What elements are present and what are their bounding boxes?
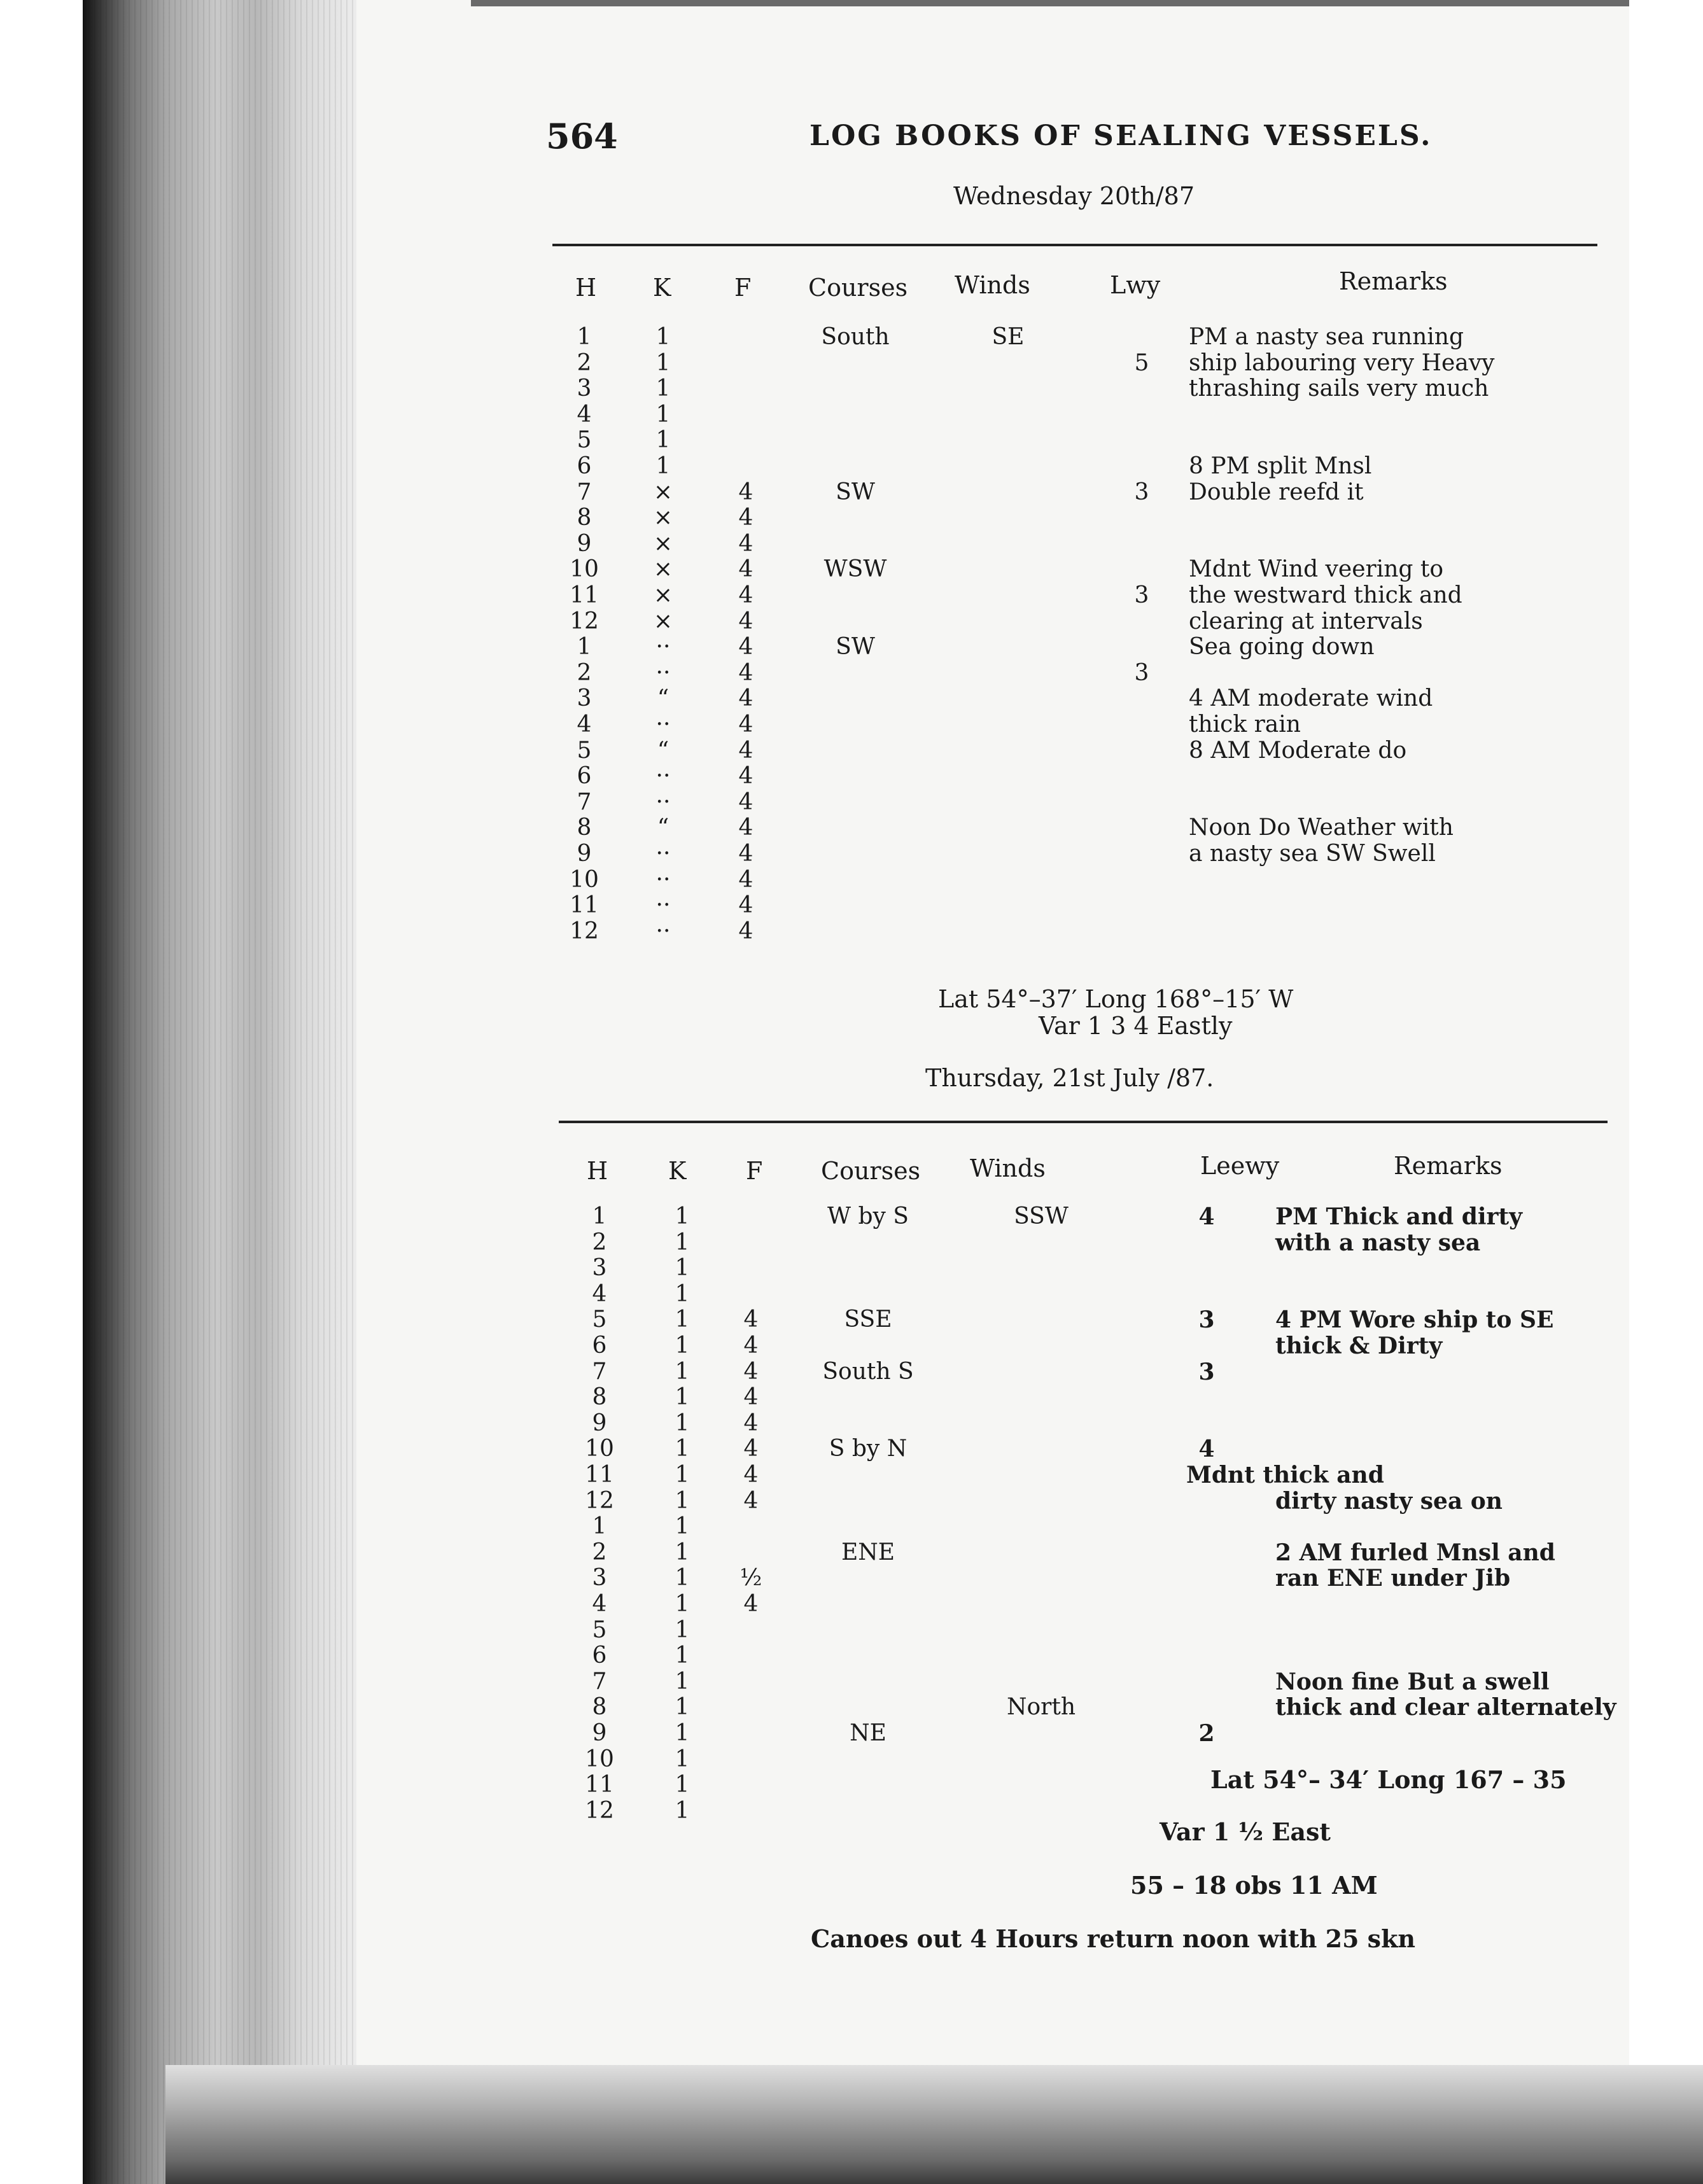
knots-cell: ×	[653, 556, 673, 583]
fathoms-cell: 4	[738, 711, 753, 738]
day1-header-leeway: Lwy	[1110, 271, 1161, 299]
fathoms-cell: 4	[738, 582, 753, 608]
day1-header-winds: Winds	[955, 271, 1030, 299]
knots-cell: 1	[675, 1513, 690, 1540]
fathoms-cell: 4	[743, 1410, 759, 1436]
hour-cell: 6	[592, 1333, 607, 1359]
hour-cell: 4	[592, 1280, 607, 1307]
fathoms-cell: 4	[738, 815, 753, 841]
knots-cell: ··	[655, 763, 671, 790]
day2-variation: Var 1 ½ East	[1160, 1817, 1331, 1846]
knots-cell: 1	[675, 1462, 690, 1488]
wind-cell: North	[1006, 1694, 1076, 1721]
remark-line: PM a nasty sea running	[1189, 324, 1464, 350]
knots-cell: 1	[675, 1772, 690, 1798]
leeway-cell: 3	[1134, 582, 1149, 608]
knots-cell: “	[657, 737, 669, 764]
remark-line: 4 AM moderate wind	[1189, 685, 1433, 712]
knots-cell: 1	[675, 1203, 690, 1229]
course-cell: SW	[836, 634, 875, 661]
running-header: LOG BOOKS OF SEALING VESSELS.	[809, 120, 1433, 152]
knots-cell: ··	[655, 788, 671, 815]
hour-cell: 4	[577, 401, 592, 428]
knots-cell: ×	[653, 530, 673, 557]
remark-line: dirty nasty sea on	[1275, 1487, 1503, 1515]
hour-cell: 9	[577, 530, 592, 557]
remark-line: 2 AM furled Mnsl and	[1275, 1539, 1555, 1566]
leeway-cell: 5	[1134, 349, 1149, 376]
fathoms-cell: 4	[738, 530, 753, 557]
knots-cell: ×	[653, 608, 673, 634]
fathoms-cell: 4	[738, 685, 753, 712]
hour-cell: 5	[577, 737, 592, 764]
hour-cell: 4	[592, 1591, 607, 1617]
wind-cell: SSW	[1014, 1203, 1069, 1229]
remark-line: clearing at intervals	[1189, 608, 1423, 634]
knots-cell: ··	[655, 892, 671, 919]
fathoms-cell: 4	[743, 1358, 759, 1385]
knots-cell: 1	[675, 1436, 690, 1462]
day1-header-h: H	[575, 274, 597, 302]
fathoms-cell: 4	[738, 918, 753, 944]
hour-cell: 8	[592, 1694, 607, 1721]
fathoms-cell: 4	[738, 763, 753, 790]
leeway-cell: 3	[1198, 1306, 1215, 1334]
course-cell: SW	[836, 479, 875, 505]
course-cell: ENE	[841, 1539, 895, 1565]
hour-cell: 3	[577, 375, 592, 402]
knots-cell: 1	[655, 324, 671, 350]
remark-line: thrashing sails very much	[1189, 375, 1489, 402]
remark-line: Sea going down	[1189, 634, 1375, 661]
day2-date: Thursday, 21st July /87.	[925, 1064, 1214, 1092]
leeway-cell: 3	[1198, 1358, 1215, 1385]
fathoms-cell: 4	[738, 841, 753, 867]
day2-observation: 55 – 18 obs 11 AM	[1130, 1871, 1378, 1900]
hour-cell: 8	[592, 1384, 607, 1411]
fathoms-cell: 4	[738, 737, 753, 764]
fathoms-cell: 4	[738, 634, 753, 661]
hour-cell: 2	[577, 659, 592, 686]
remark-line: 8 PM split Mnsl	[1189, 453, 1372, 479]
knots-cell: ··	[655, 711, 671, 738]
knots-cell: 1	[675, 1255, 690, 1282]
remark-line: Mdnt Wind veering to	[1189, 556, 1444, 583]
course-cell: South	[821, 324, 890, 350]
day2-header-f: F	[746, 1157, 763, 1185]
hour-cell: 3	[592, 1565, 607, 1592]
fathoms-cell: 4	[738, 866, 753, 893]
hour-cell: 12	[585, 1797, 614, 1824]
knots-cell: 1	[655, 349, 671, 376]
knots-cell: 1	[675, 1358, 690, 1385]
hour-cell: 5	[577, 427, 592, 454]
remark-line: Double reefd it	[1189, 479, 1364, 505]
knots-cell: 1	[675, 1797, 690, 1824]
hour-cell: 9	[577, 841, 592, 867]
hour-cell: 3	[577, 685, 592, 712]
knots-cell: ×	[653, 479, 673, 505]
knots-cell: ··	[655, 634, 671, 661]
hour-cell: 11	[570, 582, 599, 608]
leeway-cell: 4	[1198, 1436, 1215, 1463]
knots-cell: 1	[675, 1280, 690, 1307]
hour-cell: 6	[577, 763, 592, 790]
hour-cell: 2	[592, 1539, 607, 1565]
day1-header-remarks: Remarks	[1339, 267, 1448, 295]
fathoms-cell: 4	[743, 1462, 759, 1488]
course-cell: NE	[850, 1720, 887, 1746]
knots-cell: 1	[675, 1539, 690, 1565]
remark-line: PM Thick and dirty	[1275, 1203, 1523, 1230]
fathoms-cell: 4	[738, 608, 753, 634]
fathoms-cell: 4	[738, 505, 753, 531]
fathoms-cell: 4	[738, 556, 753, 583]
knots-cell: 1	[675, 1642, 690, 1669]
day2-header-remarks: Remarks	[1394, 1152, 1503, 1180]
hour-cell: 10	[570, 556, 599, 583]
remark-line: a nasty sea SW Swell	[1189, 841, 1436, 867]
book-bottom-edge	[165, 2065, 1703, 2184]
knots-cell: 1	[675, 1306, 690, 1333]
fathoms-cell: 4	[743, 1384, 759, 1411]
hour-cell: 5	[592, 1616, 607, 1643]
day2-position: Lat 54°– 34′ Long 167 – 35	[1210, 1765, 1567, 1794]
hour-cell: 10	[570, 866, 599, 893]
hour-cell: 4	[577, 711, 592, 738]
leeway-cell: 2	[1198, 1720, 1215, 1747]
fathoms-cell: 4	[738, 659, 753, 686]
day1-header-courses: Courses	[808, 274, 908, 302]
day1-variation: Var 1 3 4 Eastly	[1039, 1012, 1233, 1040]
hour-cell: 11	[585, 1772, 614, 1798]
day1-header-f: F	[734, 274, 752, 302]
hour-cell: 7	[592, 1358, 607, 1385]
course-cell: South S	[822, 1358, 914, 1385]
day1-date: Wednesday 20th/87	[953, 182, 1195, 210]
knots-cell: 1	[675, 1746, 690, 1772]
fathoms-cell: 4	[738, 788, 753, 815]
knots-cell: 1	[675, 1487, 690, 1514]
top-strip	[471, 0, 1629, 6]
hour-cell: 1	[592, 1513, 607, 1540]
remark-line: the westward thick and	[1189, 582, 1462, 608]
hour-cell: 1	[577, 324, 592, 350]
hour-cell: 7	[577, 479, 592, 505]
day1-header-k: K	[653, 274, 671, 302]
remark-line: Mdnt thick and	[1186, 1462, 1384, 1488]
knots-cell: 1	[655, 375, 671, 402]
wind-cell: SE	[992, 324, 1025, 350]
knots-cell: “	[657, 815, 669, 841]
leeway-cell: 3	[1134, 479, 1149, 505]
fathoms-cell: 4	[743, 1436, 759, 1462]
hour-cell: 5	[592, 1306, 607, 1333]
knots-cell: ··	[655, 866, 671, 893]
knots-cell: 1	[655, 453, 671, 479]
knots-cell: ×	[653, 505, 673, 531]
remark-line: with a nasty sea	[1275, 1229, 1481, 1256]
day2-header-courses: Courses	[821, 1157, 921, 1185]
hour-cell: 8	[577, 505, 592, 531]
remark-line: 8 AM Moderate do	[1189, 737, 1407, 764]
fathoms-cell: 4	[743, 1306, 759, 1333]
remark-line: thick and clear alternately	[1275, 1694, 1616, 1721]
hour-cell: 1	[577, 634, 592, 661]
fathoms-cell: 4	[743, 1333, 759, 1359]
course-cell: SSE	[844, 1306, 892, 1333]
hour-cell: 8	[577, 815, 592, 841]
book-page-edges	[83, 0, 363, 2184]
hour-cell: 12	[585, 1487, 614, 1514]
day2-header-leeway: Leewy	[1200, 1152, 1280, 1180]
fathoms-cell: 4	[743, 1591, 759, 1617]
knots-cell: 1	[675, 1720, 690, 1746]
hour-cell: 7	[592, 1668, 607, 1695]
knots-cell: 1	[675, 1565, 690, 1592]
hour-cell: 2	[577, 349, 592, 376]
remark-line: ship labouring very Heavy	[1189, 349, 1495, 376]
remark-line: 4 PM Wore ship to SE	[1275, 1306, 1554, 1334]
hour-cell: 10	[585, 1746, 614, 1772]
hour-cell: 11	[585, 1462, 614, 1488]
day2-header-winds: Winds	[970, 1154, 1046, 1182]
knots-cell: ··	[655, 659, 671, 686]
book-page	[356, 0, 1629, 2065]
course-cell: W by S	[827, 1203, 909, 1229]
fathoms-cell: 4	[743, 1487, 759, 1514]
day1-rule	[552, 244, 1597, 246]
leeway-cell: 3	[1134, 659, 1149, 686]
fathoms-cell: ½	[739, 1565, 762, 1592]
knots-cell: 1	[675, 1384, 690, 1411]
remark-line: thick & Dirty	[1275, 1333, 1443, 1359]
hour-cell: 10	[585, 1436, 614, 1462]
hour-cell: 6	[577, 453, 592, 479]
course-cell: WSW	[823, 556, 887, 583]
fathoms-cell: 4	[738, 479, 753, 505]
day2-rule	[559, 1121, 1608, 1123]
knots-cell: ··	[655, 841, 671, 867]
knots-cell: “	[657, 685, 669, 712]
knots-cell: ··	[655, 918, 671, 944]
knots-cell: 1	[675, 1591, 690, 1617]
knots-cell: 1	[675, 1668, 690, 1695]
hour-cell: 7	[577, 788, 592, 815]
hour-cell: 1	[592, 1203, 607, 1229]
knots-cell: 1	[675, 1694, 690, 1721]
hour-cell: 2	[592, 1229, 607, 1256]
hour-cell: 9	[592, 1720, 607, 1746]
hour-cell: 12	[570, 608, 599, 634]
knots-cell: 1	[655, 427, 671, 454]
day2-header-k: K	[668, 1157, 687, 1185]
remark-line: Noon fine But a swell	[1275, 1668, 1550, 1695]
remark-line: Noon Do Weather with	[1189, 815, 1454, 841]
day1-position: Lat 54°–37′ Long 168°–15′ W	[938, 985, 1294, 1013]
knots-cell: 1	[675, 1616, 690, 1643]
knots-cell: 1	[675, 1229, 690, 1256]
knots-cell: 1	[675, 1410, 690, 1436]
knots-cell: ×	[653, 582, 673, 608]
hour-cell: 12	[570, 918, 599, 944]
day2-canoes-note: Canoes out 4 Hours return noon with 25 skn	[811, 1924, 1416, 1953]
leeway-cell: 4	[1198, 1203, 1215, 1230]
course-cell: S by N	[829, 1436, 908, 1462]
page-number: 564	[546, 116, 618, 157]
hour-cell: 11	[570, 892, 599, 919]
remark-line: thick rain	[1189, 711, 1301, 738]
hour-cell: 6	[592, 1642, 607, 1669]
hour-cell: 9	[592, 1410, 607, 1436]
knots-cell: 1	[655, 401, 671, 428]
fathoms-cell: 4	[738, 892, 753, 919]
day2-header-h: H	[587, 1157, 608, 1185]
remark-line: ran ENE under Jib	[1275, 1565, 1511, 1592]
knots-cell: 1	[675, 1333, 690, 1359]
hour-cell: 3	[592, 1255, 607, 1282]
